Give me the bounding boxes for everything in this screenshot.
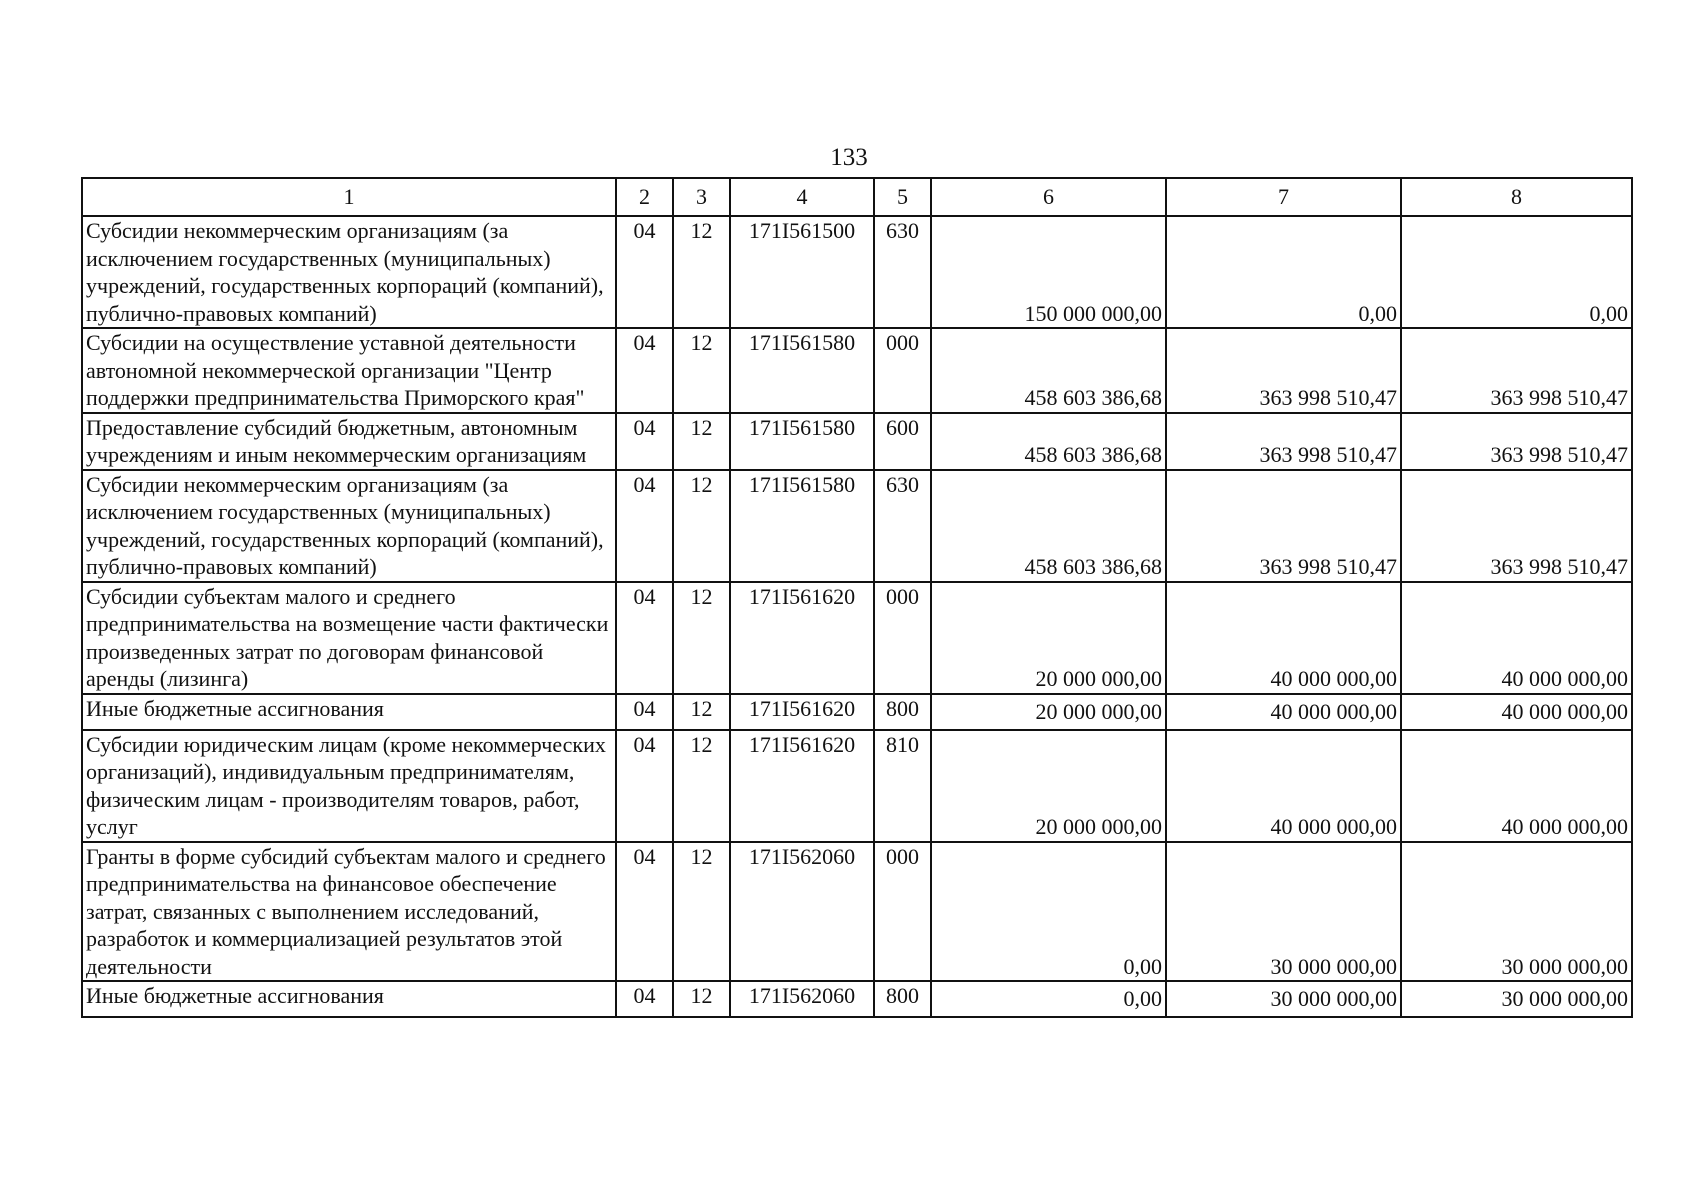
expense-type-code: 630 — [874, 216, 931, 328]
row-name: Субсидии на осуществление уставной деятельности автономной некоммерческой организации "Центр поддержки предпринимательства Приморского края" — [82, 328, 616, 413]
column-header: 1 — [82, 178, 616, 216]
amount-year-3: 0,00 — [1401, 216, 1632, 328]
amount-year-2: 30 000 000,00 — [1166, 981, 1401, 1017]
subsection-code: 12 — [673, 694, 730, 730]
amount-year-1: 150 000 000,00 — [931, 216, 1166, 328]
table-row — [82, 470, 1632, 582]
target-article-code: 171I562060 — [730, 981, 874, 1017]
table-row — [82, 413, 1632, 470]
row-name: Предоставление субсидий бюджетным, автономным учреждениям и иным некоммерческим организациям — [82, 413, 616, 470]
expense-type-code: 800 — [874, 694, 931, 730]
column-header: 4 — [730, 178, 874, 216]
section-code: 04 — [616, 730, 673, 842]
amount-year-2: 363 998 510,47 — [1166, 328, 1401, 413]
target-article-code: 171I561500 — [730, 216, 874, 328]
subsection-code: 12 — [673, 470, 730, 582]
subsection-code: 12 — [673, 328, 730, 413]
table-row — [82, 730, 1632, 842]
amount-year-1: 20 000 000,00 — [931, 694, 1166, 730]
amount-year-2: 40 000 000,00 — [1166, 582, 1401, 694]
row-name: Субсидии некоммерческим организациям (за исключением государственных (муниципальных) учреждений, государственных корпораций (компаний), публично-правовых компаний) — [82, 470, 616, 582]
amount-year-1: 20 000 000,00 — [931, 730, 1166, 842]
row-name: Иные бюджетные ассигнования — [82, 694, 616, 730]
table-row — [82, 694, 1632, 730]
column-header: 6 — [931, 178, 1166, 216]
column-header: 2 — [616, 178, 673, 216]
target-article-code: 171I561620 — [730, 694, 874, 730]
amount-year-2: 363 998 510,47 — [1166, 470, 1401, 582]
amount-year-1: 0,00 — [931, 981, 1166, 1017]
row-name: Субсидии субъектам малого и среднего предпринимательства на возмещение части фактически произведенных затрат по договорам финансовой аренды (лизинга) — [82, 582, 616, 694]
amount-year-3: 40 000 000,00 — [1401, 582, 1632, 694]
page-number: 133 — [830, 144, 868, 171]
section-code: 04 — [616, 216, 673, 328]
subsection-code: 12 — [673, 981, 730, 1017]
target-article-code: 171I561580 — [730, 413, 874, 470]
amount-year-2: 363 998 510,47 — [1166, 413, 1401, 470]
target-article-code: 171I561620 — [730, 582, 874, 694]
amount-year-1: 458 603 386,68 — [931, 470, 1166, 582]
amount-year-3: 40 000 000,00 — [1401, 730, 1632, 842]
target-article-code: 171I561580 — [730, 470, 874, 582]
section-code: 04 — [616, 981, 673, 1017]
subsection-code: 12 — [673, 842, 730, 982]
table-header-row — [82, 178, 1632, 216]
section-code: 04 — [616, 328, 673, 413]
amount-year-3: 363 998 510,47 — [1401, 413, 1632, 470]
target-article-code: 171I561620 — [730, 730, 874, 842]
subsection-code: 12 — [673, 582, 730, 694]
target-article-code: 171I561580 — [730, 328, 874, 413]
row-name: Иные бюджетные ассигнования — [82, 981, 616, 1017]
budget-table — [81, 177, 1633, 1018]
section-code: 04 — [616, 582, 673, 694]
row-name: Субсидии некоммерческим организациям (за исключением государственных (муниципальных) учреждений, государственных корпораций (компаний), публично-правовых компаний) — [82, 216, 616, 328]
column-header: 7 — [1166, 178, 1401, 216]
section-code: 04 — [616, 694, 673, 730]
table-row — [82, 842, 1632, 982]
amount-year-1: 20 000 000,00 — [931, 582, 1166, 694]
row-name: Субсидии юридическим лицам (кроме некоммерческих организаций), индивидуальным предпринимателям, физическим лицам - производителям товаров, работ, услуг — [82, 730, 616, 842]
amount-year-1: 0,00 — [931, 842, 1166, 982]
amount-year-2: 0,00 — [1166, 216, 1401, 328]
expense-type-code: 810 — [874, 730, 931, 842]
row-name: Гранты в форме субсидий субъектам малого и среднего предпринимательства на финансовое обеспечение затрат, связанных с выполнением исследований, разработок и коммерциализацией результатов этой деятельности — [82, 842, 616, 982]
subsection-code: 12 — [673, 216, 730, 328]
section-code: 04 — [616, 413, 673, 470]
table-row — [82, 216, 1632, 328]
amount-year-2: 40 000 000,00 — [1166, 730, 1401, 842]
expense-type-code: 000 — [874, 842, 931, 982]
expense-type-code: 000 — [874, 582, 931, 694]
amount-year-1: 458 603 386,68 — [931, 413, 1166, 470]
column-header: 5 — [874, 178, 931, 216]
target-article-code: 171I562060 — [730, 842, 874, 982]
subsection-code: 12 — [673, 730, 730, 842]
column-header: 8 — [1401, 178, 1632, 216]
column-header: 3 — [673, 178, 730, 216]
amount-year-3: 363 998 510,47 — [1401, 470, 1632, 582]
subsection-code: 12 — [673, 413, 730, 470]
table-row — [82, 582, 1632, 694]
amount-year-3: 363 998 510,47 — [1401, 328, 1632, 413]
section-code: 04 — [616, 842, 673, 982]
expense-type-code: 600 — [874, 413, 931, 470]
amount-year-3: 30 000 000,00 — [1401, 842, 1632, 982]
amount-year-2: 40 000 000,00 — [1166, 694, 1401, 730]
expense-type-code: 630 — [874, 470, 931, 582]
expense-type-code: 800 — [874, 981, 931, 1017]
section-code: 04 — [616, 470, 673, 582]
expense-type-code: 000 — [874, 328, 931, 413]
amount-year-3: 30 000 000,00 — [1401, 981, 1632, 1017]
amount-year-1: 458 603 386,68 — [931, 328, 1166, 413]
table-row — [82, 328, 1632, 413]
amount-year-2: 30 000 000,00 — [1166, 842, 1401, 982]
amount-year-3: 40 000 000,00 — [1401, 694, 1632, 730]
table-row — [82, 981, 1632, 1017]
